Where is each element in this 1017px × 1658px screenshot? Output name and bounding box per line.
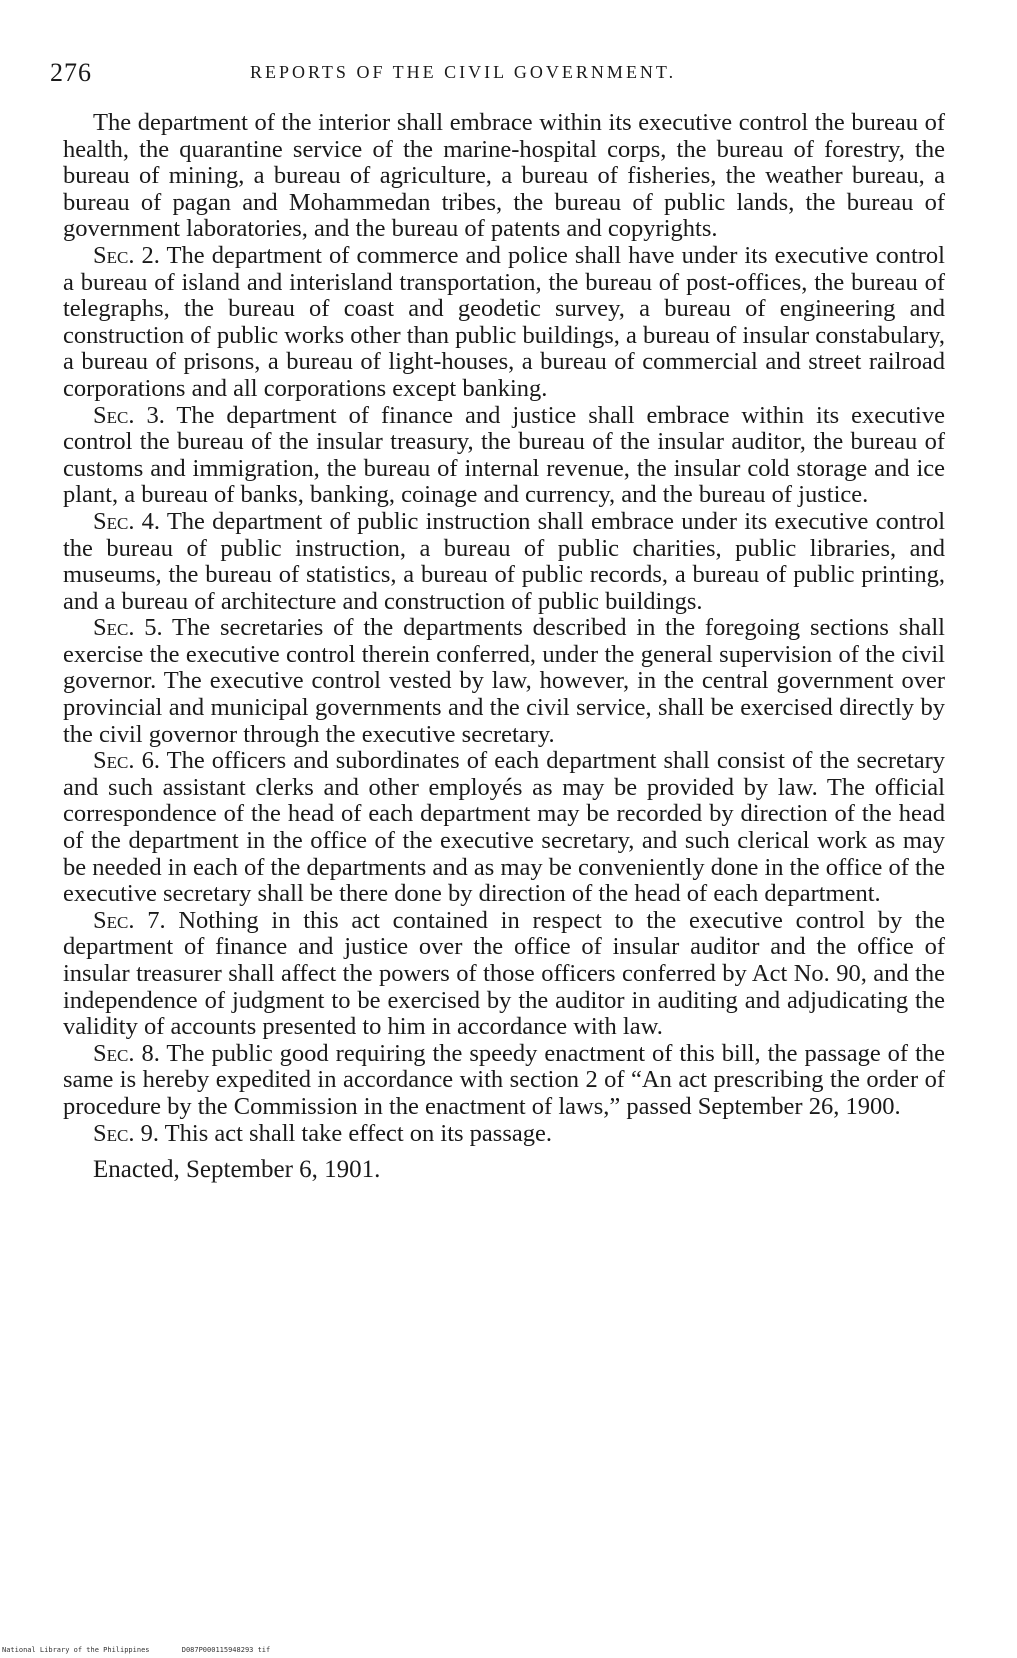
paragraph-text: The officers and subordinates of each department shall consist of the secretary and such assistant clerks and other employés as may be provided by law. The official correspondence of the head of each department may be recorded by direction of the head of the department in the office of the executive secretary, and such clerical work as may be needed in each of the departments and as may be conveniently done in the office of the executive secretary shall be there done by direction of the head of each department.	[63, 747, 945, 908]
page-number: 276	[50, 58, 92, 87]
file-id: D087P000115948293 tif	[181, 1646, 271, 1654]
scan-footer	[2, 1646, 298, 1654]
section-label: Sec. 8.	[93, 1039, 160, 1067]
paragraph-sec-8	[63, 1041, 945, 1121]
enacted-date: Enacted, September 6, 1901.	[93, 1156, 381, 1184]
section-label: Sec. 9.	[93, 1119, 159, 1147]
paragraph-text: The secretaries of the departments described in the foregoing sections shall exercise the executive control therein conferred, under the general supervision of the civil governor. The executive control vested by law, however, in the central government over provincial and municipal governments and the civil service, shall be exercised directly by the civil governor through the executive secretary.	[63, 614, 945, 748]
section-label: Sec. 4.	[93, 507, 161, 535]
paragraph-sec-3	[63, 403, 945, 509]
section-label: Sec. 5.	[93, 614, 163, 642]
paragraph-text: The department of public instruction shall embrace under its executive control the bureau of public instruction, a bureau of public charities, public libraries, and museums, the bureau of statistics, a bureau of public records, a bureau of public printing, and a bureau of architecture and construction of public buildings.	[63, 507, 945, 615]
paragraph-text: Nothing in this act contained in respect to the executive control by the department of finance and justice over the office of insular auditor and the office of insular treasurer shall affect the powers of those officers conferred by Act No. 90, and the independence of judgment to be exercised by the auditor in auditing and adjudicating the validity of accounts presented to him in accordance with law.	[63, 906, 945, 1041]
paragraph-text: This act shall take effect on its passage.	[158, 1119, 553, 1147]
paragraph-sec-9	[63, 1121, 945, 1148]
paragraph-text: The department of commerce and police shall have under its executive control a bureau of island and interisland transportation, the bureau of post-offices, the bureau of telegraphs, the bureau of coast and geodetic survey, a bureau of engineering and construction of public works other than public buildings, a bureau of insular constabulary, a bureau of prisons, a bureau of light-houses, a bureau of commercial and street railroad corporations and all corporations except banking.	[63, 241, 945, 402]
paragraph-sec-6	[63, 748, 945, 908]
body-text	[63, 110, 945, 1184]
paragraph-sec-1	[63, 110, 945, 243]
paragraph-sec-7	[63, 908, 945, 1041]
paragraph-text: The department of finance and justice shall embrace within its executive control the bureau of the insular treasury, the bureau of the insular auditor, the bureau of customs and immigration, the bureau of internal revenue, the insular cold storage and ice plant, a bureau of banks, banking, coinage and currency, and the bureau of justice.	[63, 401, 945, 509]
library-name: National Library of the Philippines	[2, 1646, 150, 1654]
running-head	[50, 58, 950, 88]
section-label: Sec. 2.	[93, 241, 160, 269]
paragraph-sec-2	[63, 243, 945, 403]
paragraph-text: The department of the interior shall embrace within its executive control the bureau of health, the quarantine service of the marine-hospital corps, the bureau of forestry, the bureau of mining, a bureau of agriculture, a bureau of fisheries, the weather bureau, a bureau of pagan and Mohammedan tribes, the bureau of public lands, the bureau of government laboratories, and the bureau of patents and copyrights.	[63, 109, 945, 243]
paragraph-text: The public good requiring the speedy enactment of this bill, the passage of the same is hereby expedited in accordance with section 2 of “An act prescribing the order of procedure by the Commission in the enactment of laws,” passed September 26, 1900.	[63, 1039, 945, 1120]
section-label: Sec. 3.	[93, 401, 165, 429]
running-title: REPORTS OF THE CIVIL GOVERNMENT.	[250, 62, 677, 82]
section-label: Sec. 6.	[93, 747, 160, 775]
paragraph-sec-5	[63, 615, 945, 748]
paragraph-sec-4	[63, 509, 945, 615]
section-label: Sec. 7.	[93, 906, 166, 934]
